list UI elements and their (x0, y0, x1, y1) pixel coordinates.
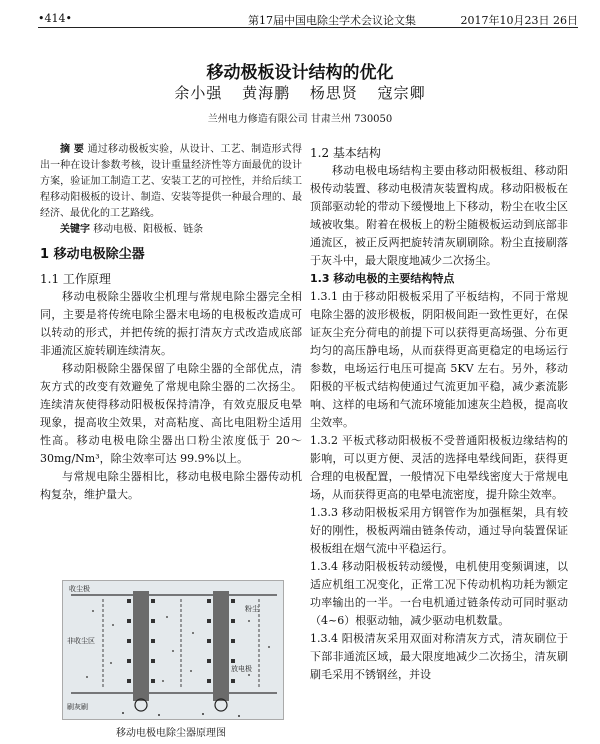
label-brush: 刷灰刷 (67, 703, 88, 711)
right-column (310, 142, 568, 684)
left-column (40, 142, 302, 504)
section-1-heading: 1 移动电极除尘器 (40, 247, 145, 262)
conference-date: 2017年10月23日 26日 (460, 14, 578, 27)
abstract-label: 摘 要 (60, 144, 85, 155)
paragraph: 1.3.2 平板式移动阳极板不受普通阳极板边缘结构的影响，可以更方便、灵活的选择电晕线间距，获得更合理的电极配置，一般情况下电晕线密度大于常规电场，从而获得更高的电晕电流密度，提升除尘效率。 (310, 434, 568, 501)
keywords-text: 移动电极、阳极板、链条 (93, 224, 204, 235)
paragraph: 1.3.4 移动阳极板转动缓慢，电机使用变频调速，以适应机组工况变化，正常工况下传动机构功耗为额定功率输出的一半。一台电机通过链条传动可同时驱动（4~6）根驱动轴，减少驱动电机数量。 (310, 560, 568, 627)
authors: 余小强 黄海鹏 杨思贤 寇宗卿 (174, 84, 426, 102)
affiliation: 兰州电力修造有限公司 甘肃兰州 730050 (207, 114, 393, 125)
precipitator-diagram (62, 580, 284, 720)
paragraph: 移动电极电场结构主要由移动阳极板组、移动阳极传动装置、移动电极清灰装置构成。移动阳极板在顶部驱动轮的带动下缓慢地上下移动，粉尘在收尘区域被收集。附着在极板上的粉尘随极板运动到底部非通流区，被正反两把旋转清灰刷刷除。粉尘直接刷落于灰斗中，最大限度地减少二次扬尘。 (310, 164, 568, 267)
paragraph: 1.3.1 由于移动阳极板采用了平板结构，不同于常规电除尘器的波形极板，阴阳极间距一致性更好，在保证灰尘充分荷电的前提下可以获得更高场强、分布更均匀的高压静电场，从而获得更高更稳定的电场运行参数，电场运行电压可提高 5KV 左右。另外，移动阳极的平板式结构使通过气流更加平稳，减少紊流影响、这样的电场和气流环境能加速灰尘趋极，提高收尘效率。 (310, 290, 568, 429)
label-nonflow: 非收尘区 (67, 637, 95, 645)
abstract (40, 142, 302, 222)
running-header (38, 10, 578, 28)
keywords-label: 关键字 (60, 224, 90, 235)
abstract-text: 通过移动极板实验，从设计、工艺、制造形式得出一种在设计参数考核，设计重量经济性等方面最优的设计方案，验证加工制造工艺、安装工艺的可控性，并给后续工程移动阳极板的设计、制造、安装等提供一种最合理的、最经济、最优化的工艺路线。 (40, 144, 303, 219)
paragraph: 移动电极除尘器收尘机理与常规电除尘器完全相同，主要是将传统电除尘器末电场的电极板改造成可以转动的形式，并把传统的振打清灰方式改造成底部非通流区旋转刷连续清灰。 (40, 290, 302, 357)
paragraph: 移动阳极除尘器保留了电除尘器的全部优点，清灰方式的改变有效避免了常规电除尘器的二次扬尘。连续清灰使得移动阳极板保持清净，有效克服反电晕现象，提高收尘效果，对高粘度、高比电阻粉尘适用性高。移动电极电除尘器出口粉尘浓度低于 20～30mg/Nm³，除尘效率可达 99.9%以上。 (40, 362, 302, 465)
label-discharge: 放电极 (231, 665, 252, 673)
paragraph: 与常规电除尘器相比，移动电极电除尘器传动机构复杂，维护量大。 (40, 470, 302, 501)
keywords (40, 222, 302, 238)
conference-name: 第17届中国电除尘学术会议论文集 (248, 14, 416, 27)
section-1-3-heading: 1.3 移动电极的主要结构特点 (310, 272, 455, 285)
section-1-2-heading: 1.2 基本结构 (310, 146, 381, 160)
label-dust: 粉尘 (245, 605, 259, 613)
diagram-svg (63, 581, 284, 720)
paragraph: 1.3.3 移动阳极板采用方钢管作为加强框架，具有较好的刚性，极板两端由链条传动，通过导向装置保证极板组在烟气流中平稳运行。 (310, 506, 568, 555)
page-number: •414• (38, 12, 72, 25)
label-collect-electrode: 收尘极 (69, 585, 90, 593)
figure-caption: 移动电极电除尘器原理图 (116, 728, 226, 739)
paper-title: 移动极板设计结构的优化 (206, 63, 394, 83)
section-1-1-heading: 1.1 工作原理 (40, 272, 111, 286)
paragraph: 1.3.4 阳极清灰采用双面对称清灰方式，清灰刷位于下部非通流区域，最大限度地减少二次扬尘，清灰刷刷毛采用不锈钢丝，并设 (310, 632, 568, 681)
